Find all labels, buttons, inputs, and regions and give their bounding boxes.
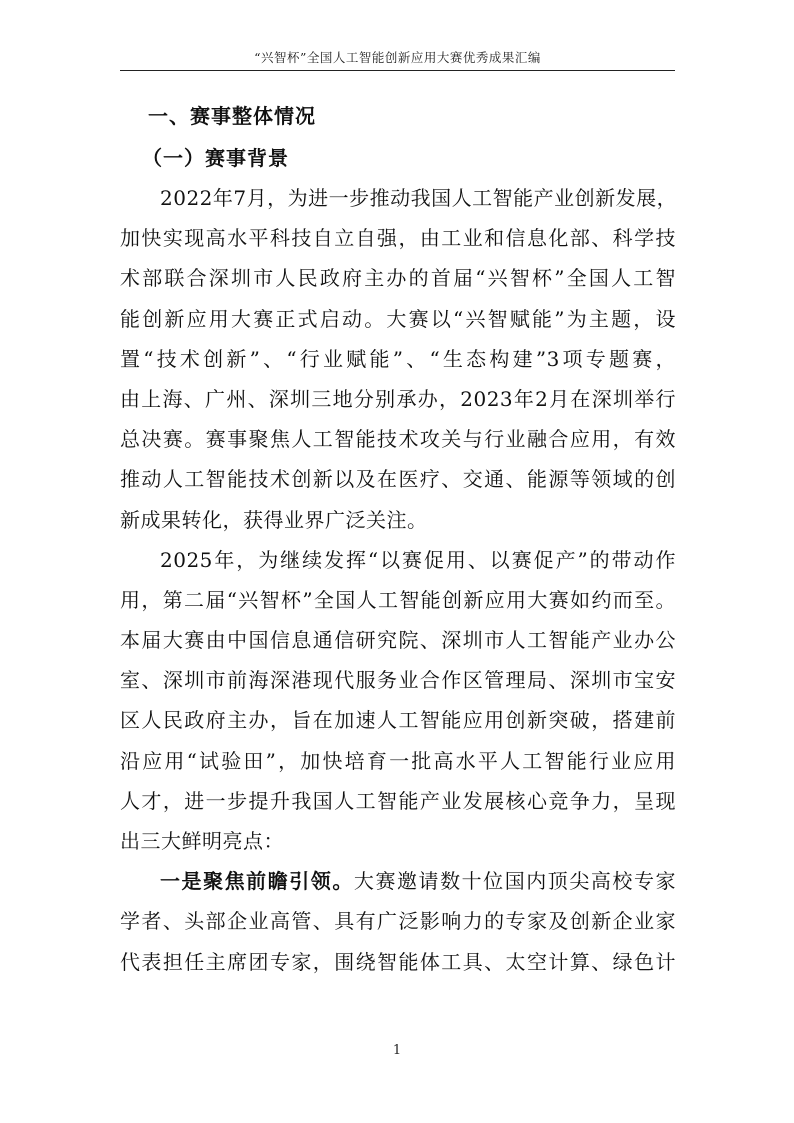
paragraph-line: 2022年7月，为进一步推动我国人工智能产业创新发展， (160, 186, 678, 210)
paragraph-line: 沿应用“试验田”，加快培育一批高水平人工智能行业应用 (120, 748, 676, 773)
running-header: “兴智杯”全国人工智能创新应用大赛优秀成果汇编 (254, 50, 541, 65)
paragraph-highlight-one (120, 861, 676, 982)
paragraph-line: 出三大鲜明亮点： (120, 829, 284, 853)
paragraph-line: 代表担任主席团专家，围绕智能体工具、太空计算、绿色计 (120, 949, 676, 974)
paragraph-background-2022 (120, 178, 676, 540)
paragraph-line: 能创新应用大赛正式启动。大赛以“兴智赋能”为主题，设 (120, 306, 676, 331)
paragraph-line: 2025年，为继续发挥“以赛促用、以赛促产”的带动作 (160, 547, 676, 572)
paragraph-line: 推动人工智能技术创新以及在医疗、交通、能源等领域的创 (120, 467, 676, 492)
paragraph-line: 用，第二届“兴智杯”全国人工智能创新应用大赛如约而至。 (120, 587, 676, 612)
paragraph-line: 加快实现高水平科技自立自强，由工业和信息化部、科学技 (120, 226, 676, 251)
section-heading: 一、赛事整体情况 (148, 104, 316, 128)
header-divider (120, 70, 675, 71)
paragraph-line-text: 大赛邀请数十位国内顶尖高校专家 (353, 869, 677, 894)
subsection-heading: （一）赛事背景 (142, 146, 289, 170)
paragraph-line: 区人民政府主办，旨在加速人工智能应用创新突破，搭建前 (120, 708, 676, 733)
paragraph-line: 本届大赛由中国信息通信研究院、深圳市人工智能产业办公 (120, 628, 676, 653)
paragraph-line: 由上海、广州、深圳三地分别承办，2023年2月在深圳举行 (120, 386, 676, 411)
paragraph-line: 术部联合深圳市人民政府主办的首届“兴智杯”全国人工智 (120, 266, 676, 291)
paragraph-line: 总决赛。赛事聚焦人工智能技术攻关与行业融合应用，有效 (120, 427, 676, 452)
page-number: 1 (392, 1043, 402, 1058)
paragraph-line: 学者、头部企业高管、具有广泛影响力的专家及创新企业家 (120, 909, 676, 934)
paragraph-background-2025 (120, 540, 676, 862)
paragraph-line: 人才，进一步提升我国人工智能产业发展核心竞争力，呈现 (120, 788, 676, 813)
document-body (120, 96, 676, 982)
highlight-lead: 一是聚焦前瞻引领。 (160, 869, 354, 894)
paragraph-line: 置“技术创新”、“行业赋能”、“生态构建”3项专题赛， (120, 346, 676, 371)
paragraph-line (120, 861, 676, 901)
paragraph-line: 室、深圳市前海深港现代服务业合作区管理局、深圳市宝安 (120, 668, 676, 693)
paragraph-line: 新成果转化，获得业界广泛关注。 (120, 507, 428, 532)
